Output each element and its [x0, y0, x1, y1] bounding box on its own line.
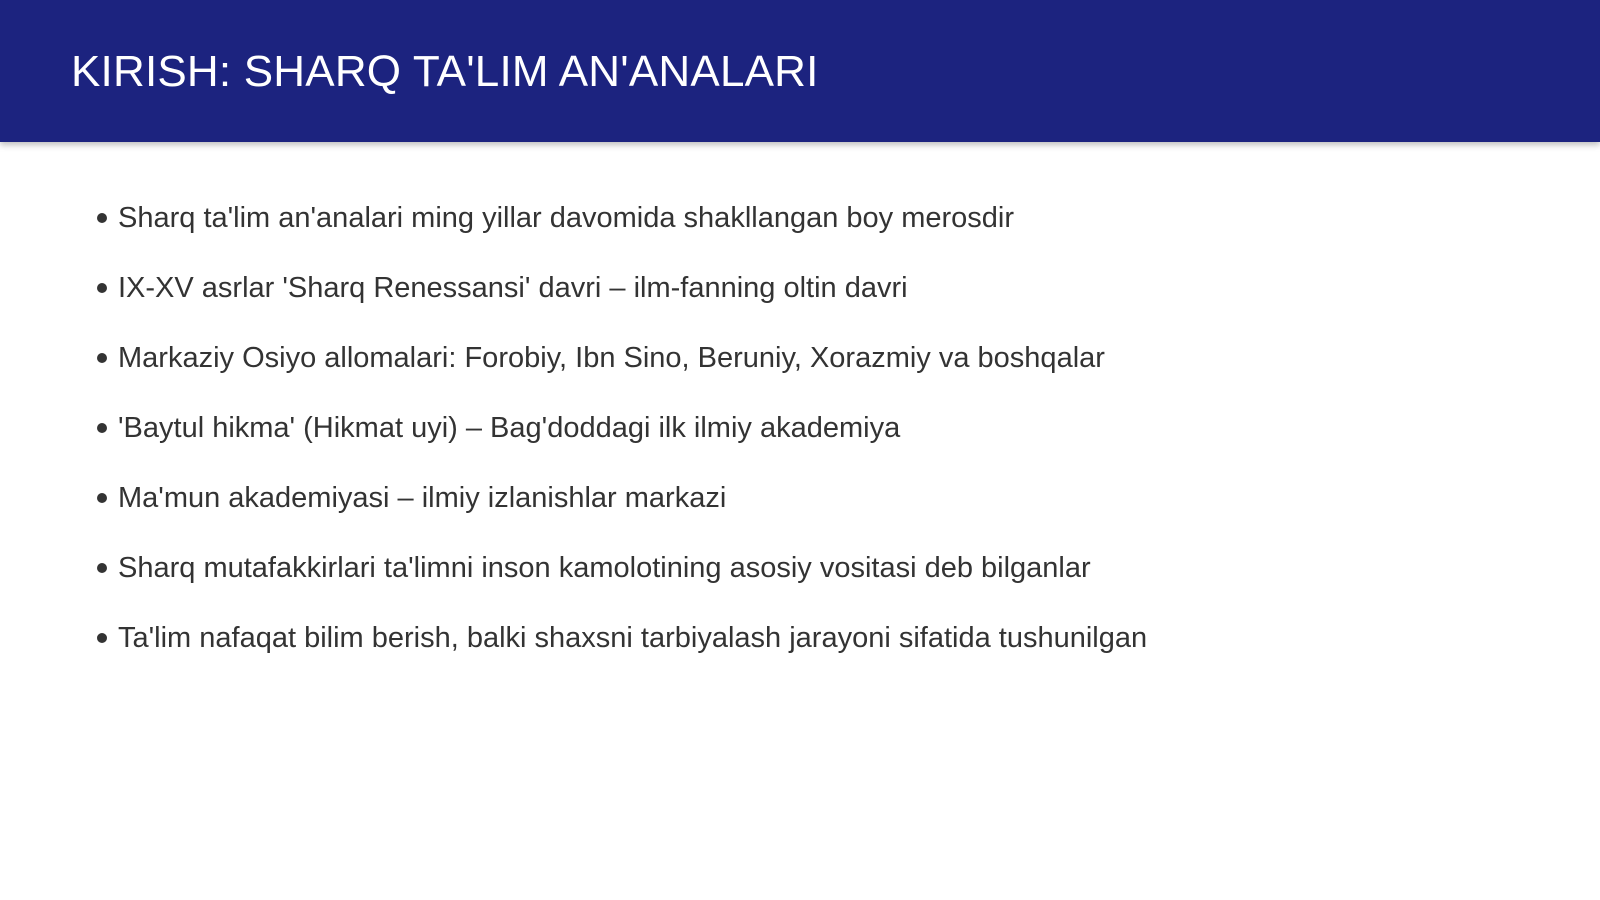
bullet-text: Sharq mutafakkirlari ta'limni inson kamolotining asosiy vositasi deb bilganlar — [118, 552, 1091, 584]
bullet-dot-icon — [97, 633, 107, 643]
bullet-item — [97, 183, 1147, 253]
bullet-text: IX-XV asrlar 'Sharq Renessansi' davri – ilm-fanning oltin davri — [118, 272, 908, 304]
bullet-dot-icon — [97, 213, 107, 223]
bullet-dot-icon — [97, 563, 107, 573]
slide-header-bar — [0, 0, 1600, 142]
bullet-text: Ma'mun akademiyasi – ilmiy izlanishlar markazi — [118, 482, 727, 514]
bullet-text: 'Baytul hikma' (Hikmat uyi) – Bag'doddagi ilk ilmiy akademiya — [118, 412, 901, 444]
bullet-item — [97, 603, 1147, 673]
bullet-item — [97, 393, 1147, 463]
bullet-item — [97, 253, 1147, 323]
bullet-item — [97, 463, 1147, 533]
bullet-text: Markaziy Osiyo allomalari: Forobiy, Ibn Sino, Beruniy, Xorazmiy va boshqalar — [118, 342, 1105, 374]
bullet-item — [97, 323, 1147, 393]
bullet-dot-icon — [97, 493, 107, 503]
bullet-dot-icon — [97, 283, 107, 293]
slide-title: KIRISH: SHARQ TA'LIM AN'ANALARI — [71, 47, 819, 96]
bullet-dot-icon — [97, 423, 107, 433]
bullet-text: Sharq ta'lim an'analari ming yillar davomida shakllangan boy merosdir — [118, 202, 1015, 234]
bullet-text: Ta'lim nafaqat bilim berish, balki shaxsni tarbiyalash jarayoni sifatida tushunilgan — [118, 622, 1148, 654]
bullet-dot-icon — [97, 353, 107, 363]
bullet-list — [97, 183, 1147, 673]
bullet-item — [97, 533, 1147, 603]
